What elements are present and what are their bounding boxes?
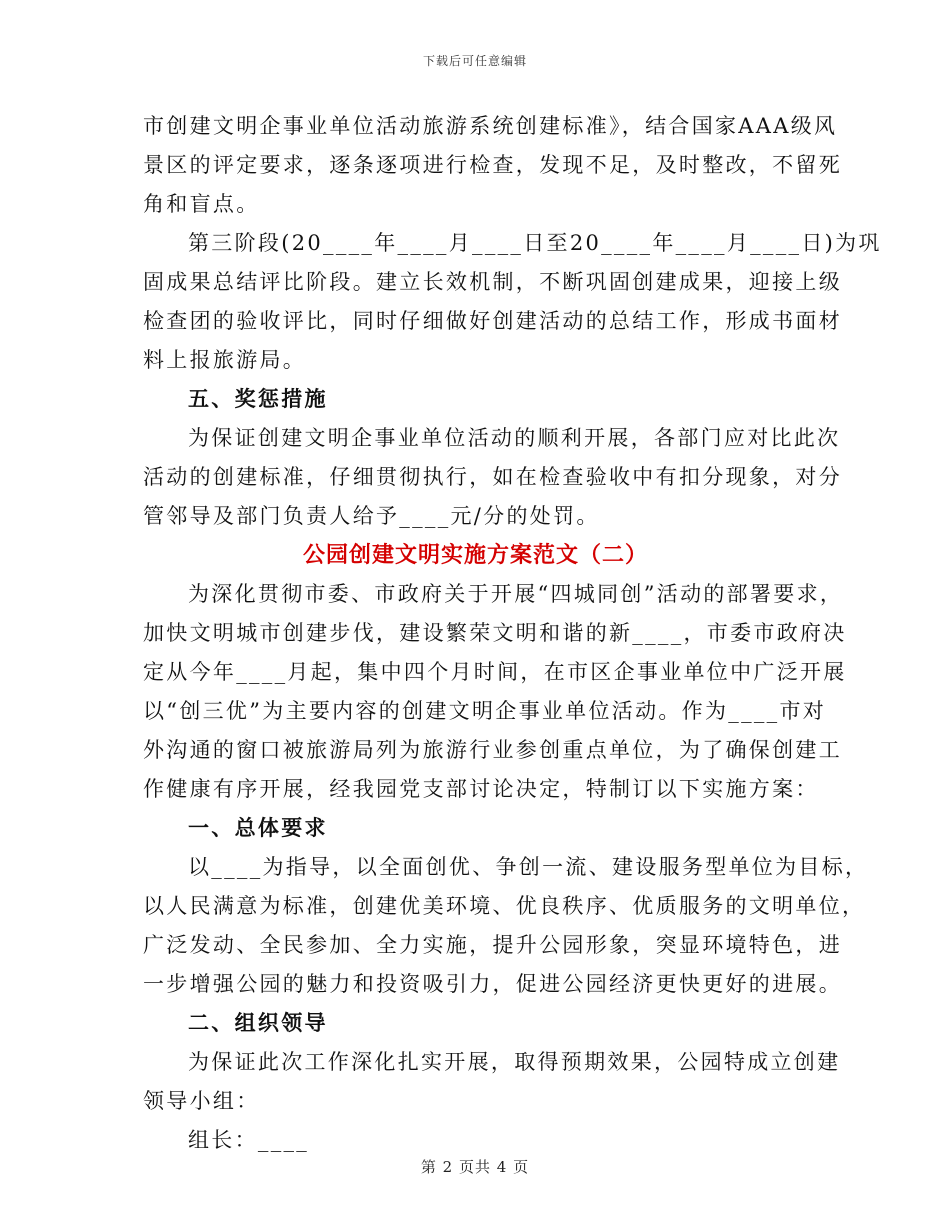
paragraph-line: 角和盲点。	[143, 192, 260, 216]
paragraph-line: 加快文明城市创建步伐，建设繁荣文明和谐的新____，市委市政府决	[143, 621, 847, 645]
paragraph-line: 一步增强公园的魅力和投资吸引力，促进公园经济更快更好的进展。	[143, 972, 842, 996]
section-heading: 五、奖惩措施	[188, 387, 328, 411]
paragraph-line: 第三阶段(20____年____月____日至20____年____月____日)为巩	[188, 231, 882, 255]
paragraph-line: 组长：____	[188, 1128, 310, 1152]
document-body	[143, 107, 882, 1160]
paragraph-line: 领导小组：	[143, 1089, 260, 1113]
paragraph-line: 固成果总结评比阶段。建立长效机制，不断巩固创建成果，迎接上级	[143, 270, 842, 294]
paragraph-line: 为深化贯彻市委、市政府关于开展“四城同创”活动的部署要求，	[188, 582, 844, 606]
paragraph-line: 市创建文明企事业单位活动旅游系统创建标准》，结合国家AAA级风	[143, 114, 838, 138]
paragraph-line: 检查团的验收评比，同时仔细做好创建活动的总结工作，形成书面材	[143, 309, 842, 333]
paragraph-line: 管邻导及部门负责人给予____元/分的处罚。	[143, 504, 600, 528]
paragraph-line: 料上报旅游局。	[143, 348, 307, 372]
paragraph-line: 为保证此次工作深化扎实开展，取得预期效果，公园特成立创建	[188, 1050, 841, 1074]
header-note: 下载后可任意编辑	[422, 54, 527, 68]
paragraph-line: 以“创三优”为主要内容的创建文明企事业单位活动。作为____市对	[143, 699, 827, 723]
section-heading: 一、总体要求	[188, 816, 328, 840]
paragraph-line: 以人民满意为标准，创建优美环境、优良秩序、优质服务的文明单位，	[143, 894, 866, 918]
paragraph-line: 以____为指导，以全面创优、争创一流、建设服务型单位为目标，	[188, 855, 869, 879]
paragraph-line: 为保证创建文明企事业单位活动的顺利开展，各部门应对比此次	[188, 426, 841, 450]
paragraph-line: 外沟通的窗口被旅游局列为旅游行业参创重点单位，为了确保创建工	[143, 738, 842, 762]
paragraph-line: 活动的创建标准，仔细贯彻执行，如在检查验收中有扣分现象，对分	[143, 465, 842, 489]
page-number: 第 2 页共 4 页	[420, 1158, 530, 1176]
document-title: 公园创建文明实施方案范文（二）	[302, 543, 648, 568]
paragraph-line: 定从今年____月起，集中四个月时间，在市区企事业单位中广泛开展	[143, 660, 847, 684]
paragraph-line: 作健康有序开展，经我园党支部讨论决定，特制订以下实施方案：	[143, 777, 819, 801]
paragraph-line: 景区的评定要求，逐条逐项进行检查，发现不足，及时整改，不留死	[143, 153, 842, 177]
paragraph-line: 广泛发动、全民参加、全力实施，提升公园形象，突显环境特色，进	[143, 933, 842, 957]
section-heading: 二、组织领导	[188, 1011, 328, 1035]
